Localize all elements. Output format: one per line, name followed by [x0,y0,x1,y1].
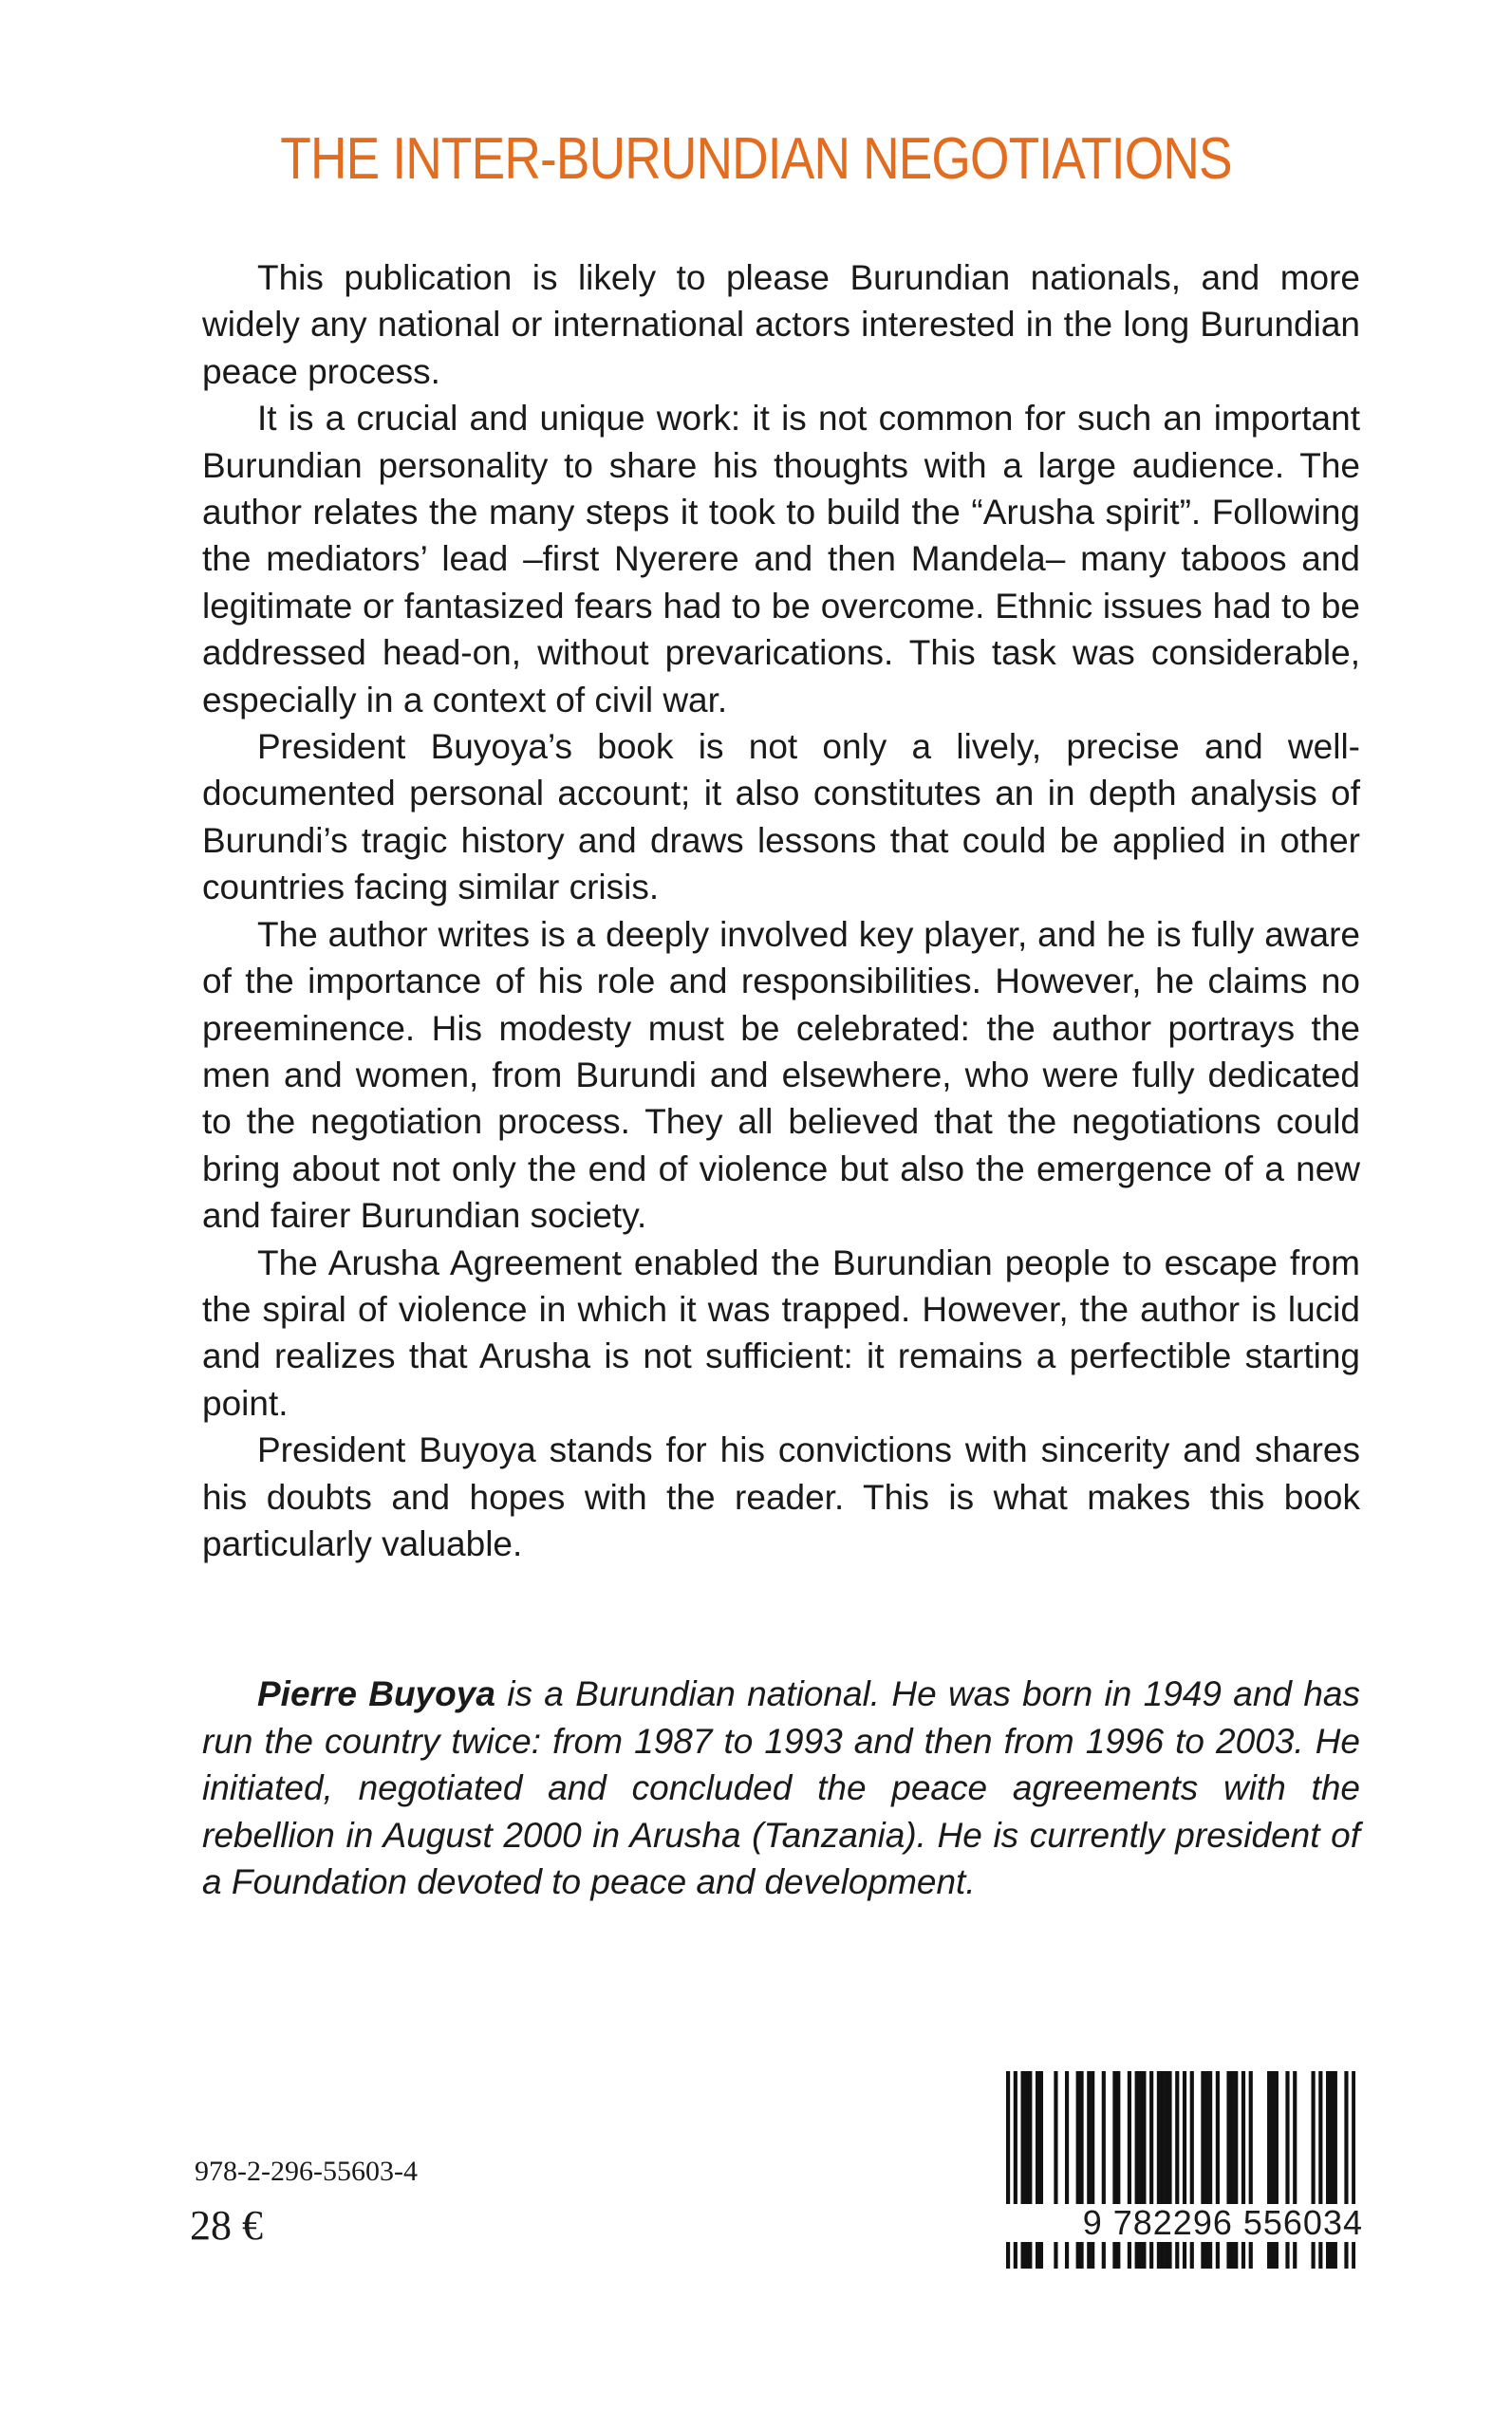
isbn-number: 978-2-296-55603-4 [195,2156,418,2187]
blurb-paragraph: This publication is likely to please Burundian nationals, and more widely any national or international actors interested in the long Burundian peace process. [202,258,1360,391]
blurb-paragraph: The author writes is a deeply involved key player, and he is fully aware of the importance of his role and responsibilities. However, he claims no preeminence. His modesty must be celebrated: the author portrays the men and women, from Burundi and elsewhere, who were fully dedicated to the negotiation process. They all believed that the negotiations could bring about not only the end of violence but also the emergence of a new and fairer Burundian society. [202,914,1360,1236]
blurb-paragraph: The Arusha Agreement enabled the Burundian people to escape from the spiral of violence in which it was trapped. However, the author is lucid and realizes that Arusha is not sufficient: it remains a perfectible starting point. [202,1242,1360,1423]
back-cover-blurb [202,254,1360,1567]
blurb-paragraph: It is a crucial and unique work: it is not common for such an important Burundian personality to share his thoughts with a large audience. The author relates the many steps it took to build the “Arusha spirit”. Following the mediators’ lead –first Nyerere and then Mandela– many taboos and legitimate or fantasized fears had to be overcome. Ethnic issues had to be addressed head-on, without prevarications. This task was considerable, especially in a context of civil war. [202,399,1360,719]
book-title: THE INTER-BURUNDIAN NEGOTIATIONS [280,126,1232,192]
author-bio [202,1671,1360,1906]
blurb-paragraph: President Buyoya’s book is not only a lively, precise and well-documented personal account; it also constitutes an in depth analysis of Burundi’s tragic history and draws lessons that could be applied in other countries facing similar crisis. [202,727,1360,907]
barcode-digits: 9 782296 556034 [999,2204,1363,2242]
blurb-paragraph: President Buyoya stands for his convictions with sincerity and shares his doubts and hopes with the reader. This is what makes this book particularly valuable. [202,1430,1360,1563]
price: 28 € [190,2202,263,2249]
author-bio-text: is a Burundian national. He was born in 1949 and has run the country twice: from 1987 to 1993 and then from 1996 to 2003. He initiated, negotiated and concluded the peace agreements with the rebellion in August 2000 in Arusha (Tanzania). He is currently president of a Foundation devoted to peace and development. [202,1674,1360,1902]
author-name: Pierre Buyoya [257,1674,495,1713]
